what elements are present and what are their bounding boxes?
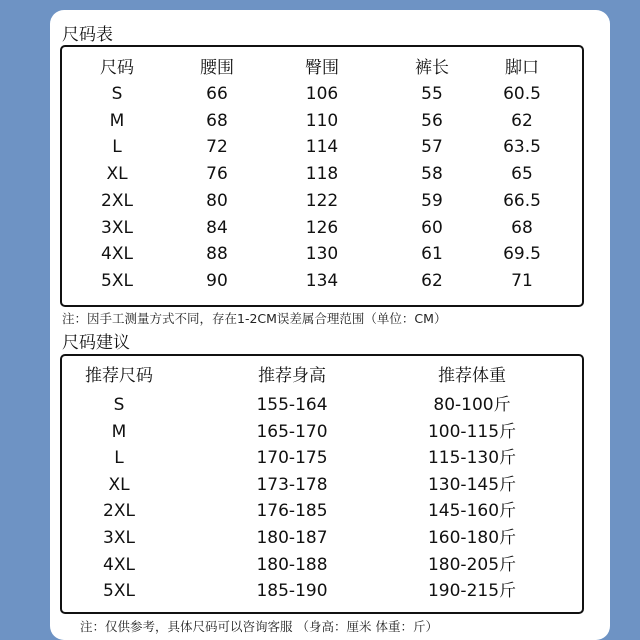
table-cell: 4XL <box>101 244 133 265</box>
table-cell: 90 <box>206 270 228 291</box>
table-cell: 165-170 <box>256 421 328 442</box>
table-cell: 106 <box>305 84 339 104</box>
table-cell: 63.5 <box>503 137 541 158</box>
table-cell: 61 <box>421 244 443 265</box>
table-row <box>62 552 582 578</box>
table-cell: 5XL <box>101 270 133 291</box>
table-cell: 80-100斤 <box>433 395 511 415</box>
table-cell: 60.5 <box>503 84 541 104</box>
table-cell: 65 <box>511 164 533 185</box>
table-cell: 68 <box>511 217 533 238</box>
table-cell: 66 <box>206 84 228 104</box>
table-cell: 3XL <box>103 528 135 548</box>
table-cell: 118 <box>305 164 339 185</box>
table-cell: L <box>112 137 122 158</box>
table-cell: 76 <box>206 164 228 185</box>
table-row <box>62 445 582 471</box>
table-cell: 62 <box>421 270 443 291</box>
size-advice-title: 尺码建议 <box>62 333 130 353</box>
table-cell: 80 <box>206 190 228 211</box>
table-cell: 134 <box>305 270 339 291</box>
table-row <box>62 472 582 498</box>
size-advice-note: 注：仅供参考，具体尺码可以咨询客服 （身高：厘米 体重：斤） <box>80 619 438 634</box>
size-advice-table <box>60 354 584 614</box>
table-row <box>62 108 582 134</box>
table-cell: 60 <box>421 217 443 238</box>
table-cell: 68 <box>206 110 228 131</box>
table-row <box>62 215 582 241</box>
table-cell: 180-205斤 <box>427 554 517 575</box>
table-row <box>62 392 582 418</box>
table-cell: 71 <box>511 270 533 291</box>
table-cell: 155-164 <box>256 395 328 415</box>
table-cell: 173-178 <box>256 474 328 495</box>
header-cell: 臀围 <box>305 58 339 78</box>
header-cell: 脚口 <box>505 58 539 78</box>
table-cell: 62 <box>511 110 533 131</box>
table-cell: 130-145斤 <box>427 474 517 495</box>
table-cell: 110 <box>305 110 339 131</box>
table-cell: 55 <box>421 84 443 104</box>
table-cell: 57 <box>421 137 443 158</box>
table-cell: 56 <box>421 110 443 131</box>
table-cell: 88 <box>206 244 228 265</box>
table-cell: L <box>114 448 124 469</box>
table-cell: 4XL <box>103 554 135 575</box>
table-cell: 190-215斤 <box>427 581 517 602</box>
table-cell: 122 <box>305 190 339 211</box>
table-cell: M <box>111 421 127 442</box>
size-chart-note: 注：因手工测量方式不同，存在1-2CM误差属合理范围（单位：CM） <box>62 311 447 326</box>
table-row <box>62 498 582 524</box>
header-cell: 推荐身高 <box>258 366 326 386</box>
table-cell: 2XL <box>103 501 135 522</box>
table-cell: XL <box>106 164 128 185</box>
table-header <box>62 55 582 81</box>
table-row <box>62 419 582 445</box>
table-cell: S <box>113 395 125 415</box>
table-cell: 145-160斤 <box>427 501 517 522</box>
table-row <box>62 525 582 551</box>
table-cell: 126 <box>305 217 339 238</box>
table-cell: 59 <box>421 190 443 211</box>
table-cell: 185-190 <box>256 581 328 602</box>
table-cell: 180-188 <box>256 554 328 575</box>
table-row <box>62 161 582 187</box>
table-row <box>62 241 582 267</box>
header-cell: 尺码 <box>100 58 134 78</box>
table-cell: XL <box>108 474 130 495</box>
header-cell: 裤长 <box>415 58 449 78</box>
table-cell: 160-180斤 <box>427 528 517 548</box>
table-cell: 3XL <box>101 217 133 238</box>
header-cell: 推荐体重 <box>438 366 506 386</box>
table-cell: 170-175 <box>256 448 328 469</box>
table-cell: 5XL <box>103 581 135 602</box>
table-cell: M <box>109 110 125 131</box>
table-cell: 84 <box>206 217 228 238</box>
table-cell: 58 <box>421 164 443 185</box>
table-cell: S <box>111 84 123 104</box>
header-cell: 推荐尺码 <box>85 366 153 386</box>
table-cell: 72 <box>206 137 228 158</box>
table-cell: 114 <box>305 137 339 158</box>
header-cell: 腰围 <box>200 58 234 78</box>
table-cell: 176-185 <box>256 501 328 522</box>
table-row <box>62 578 582 604</box>
table-header <box>62 363 582 389</box>
table-row <box>62 134 582 160</box>
table-row <box>62 188 582 214</box>
table-cell: 100-115斤 <box>427 421 517 442</box>
size-chart-table <box>60 45 584 307</box>
table-row <box>62 81 582 107</box>
table-cell: 130 <box>305 244 339 265</box>
size-chart-title: 尺码表 <box>62 25 113 45</box>
table-cell: 66.5 <box>503 190 541 211</box>
table-cell: 2XL <box>101 190 133 211</box>
table-cell: 115-130斤 <box>427 448 517 469</box>
table-row <box>62 268 582 294</box>
table-cell: 69.5 <box>503 244 541 265</box>
table-cell: 180-187 <box>256 528 328 548</box>
